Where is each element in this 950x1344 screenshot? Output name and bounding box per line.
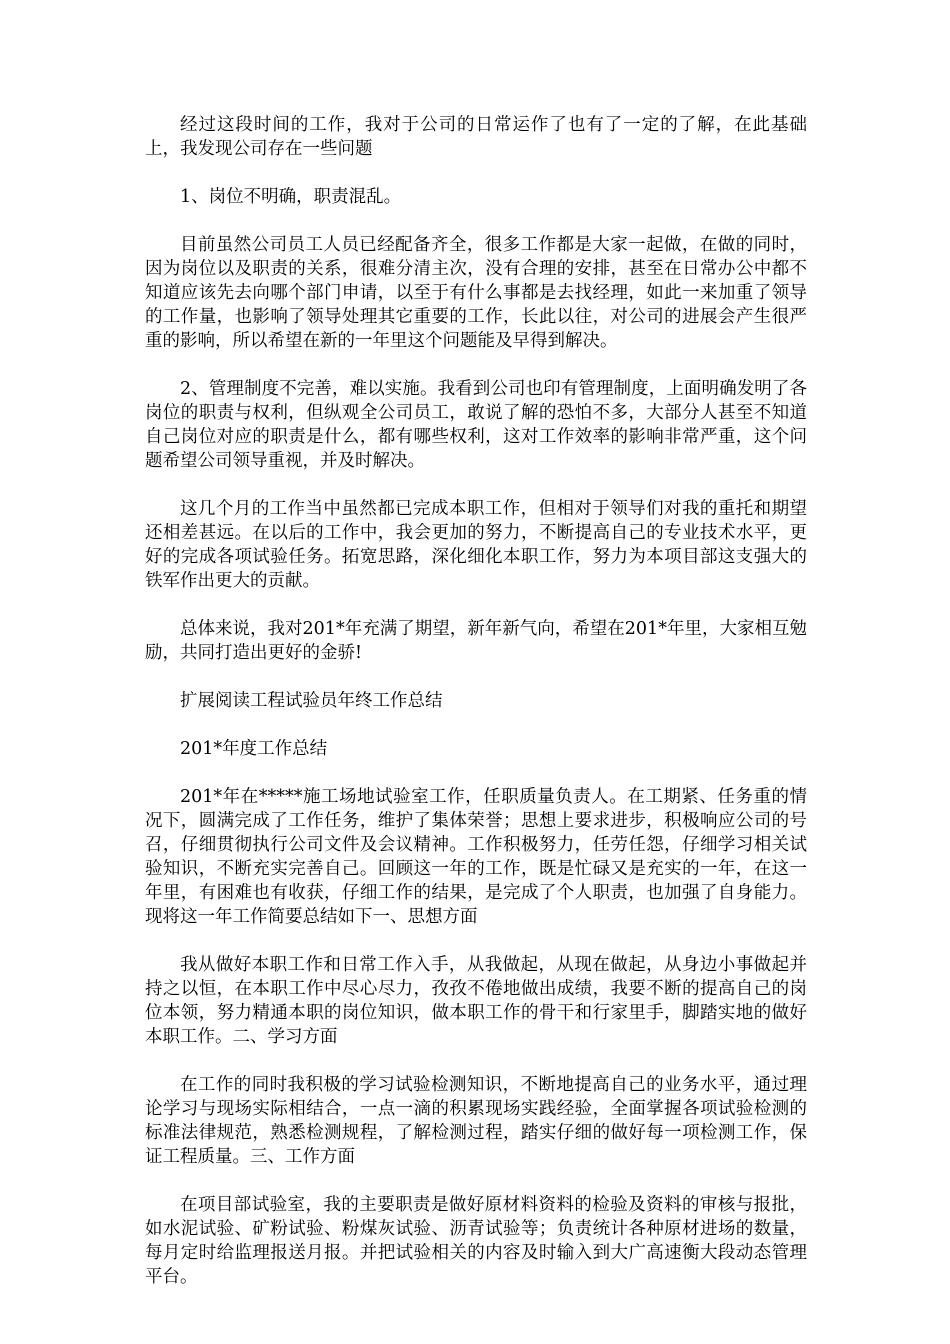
paragraph-extended-reading-title: 扩展阅读工程试验员年终工作总结 [180, 691, 443, 711]
paragraph-study: 在工作的同时我积极的学习试验检测知识，不断地提高自己的业务水平，通过理论学习与现场实际相结合，一点一滴的积累现场实践经验，全面掌握各项试验检测的标准法律规范，熟悉检测规程，了解检测过程，踏实仔细的做好每一项检测工作，保证工程质量。三、工作方面 [145, 1075, 807, 1167]
paragraph-reflection: 这几个月的工作当中虽然都已完成本职工作，但相对于领导们对我的重托和期望还相差甚远。在以后的工作中，我会更加的努力，不断提高自己的专业技术水平，更好的完成各项试验任务。拓宽思路，深化细化本职工作，努力为本项目部这支强大的铁军作出更大的贡献。 [145, 499, 807, 591]
paragraph-work: 在项目部试验室，我的主要职责是做好原材料资料的检验及资料的审核与报批，如水泥试验、矿粉试验、粉煤灰试验、沥青试验等；负责统计各种原材进场的数量，每月定时给监理报送月报。并把试验相关的内容及时输入到大广高速衡大段动态管理平台。 [145, 1195, 807, 1287]
document-body [145, 113, 807, 1313]
paragraph-issue-2: 2、管理制度不完善，难以实施。我看到公司也印有管理制度，上面明确发明了各岗位的职责与权利，但纵观全公司员工，敢说了解的恐怕不多，大部分人甚至不知道自己岗位对应的职责是什么，都有哪些权利，这对工作效率的影响非常严重，这个问题希望公司领导重视，并及时解决。 [145, 379, 807, 471]
paragraph-intro: 经过这段时间的工作，我对于公司的日常运作了也有了一定的了解，在此基础上，我发现公司存在一些问题 [145, 115, 807, 159]
paragraph-ideology: 我从做好本职工作和日常工作入手，从我做起，从现在做起，从身边小事做起并持之以恒，在本职工作中尽心尽力，孜孜不倦地做出成绩，我要不断的提高自己的岗位本领，努力精通本职的岗位知识，做本职工作的骨干和行家里手，脚踏实地的做好本职工作。二、学习方面 [145, 955, 807, 1047]
paragraph-annual-overview: 201*年在*****施工场地试验室工作，任职质量负责人。在工期紧、任务重的情况下，圆满完成了工作任务，维护了集体荣誉；思想上要求进步，积极响应公司的号召，仔细贯彻执行公司文件及会议精神。工作积极努力，任劳任怨，仔细学习相关试验知识，不断充实完善自己。回顾这一年的工作，既是忙碌又是充实的一年，在这一年里，有困难也有收获，仔细工作的结果，是完成了个人职责，也加强了自身能力。现将这一年工作简要总结如下一、思想方面 [145, 787, 807, 927]
paragraph-outlook: 总体来说，我对201*年充满了期望，新年新气向，希望在201*年里，大家相互勉励，共同打造出更好的金骄! [145, 619, 807, 663]
paragraph-issue-1-heading: 1、岗位不明确，职责混乱。 [180, 187, 402, 207]
paragraph-annual-summary-title: 201*年度工作总结 [180, 739, 328, 759]
paragraph-issue-1-detail: 目前虽然公司员工人员已经配备齐全，很多工作都是大家一起做，在做的同时，因为岗位以及职责的关系，很难分清主次，没有合理的安排，甚至在日常办公中都不知道应该先去向哪个部门申请，以至于有什么事都是去找经理，如此一来加重了领导的工作量，也影响了领导处理其它重要的工作，长此以往，对公司的进展会产生很严重的影响，所以希望在新的一年里这个问题能及早得到解决。 [145, 235, 807, 351]
